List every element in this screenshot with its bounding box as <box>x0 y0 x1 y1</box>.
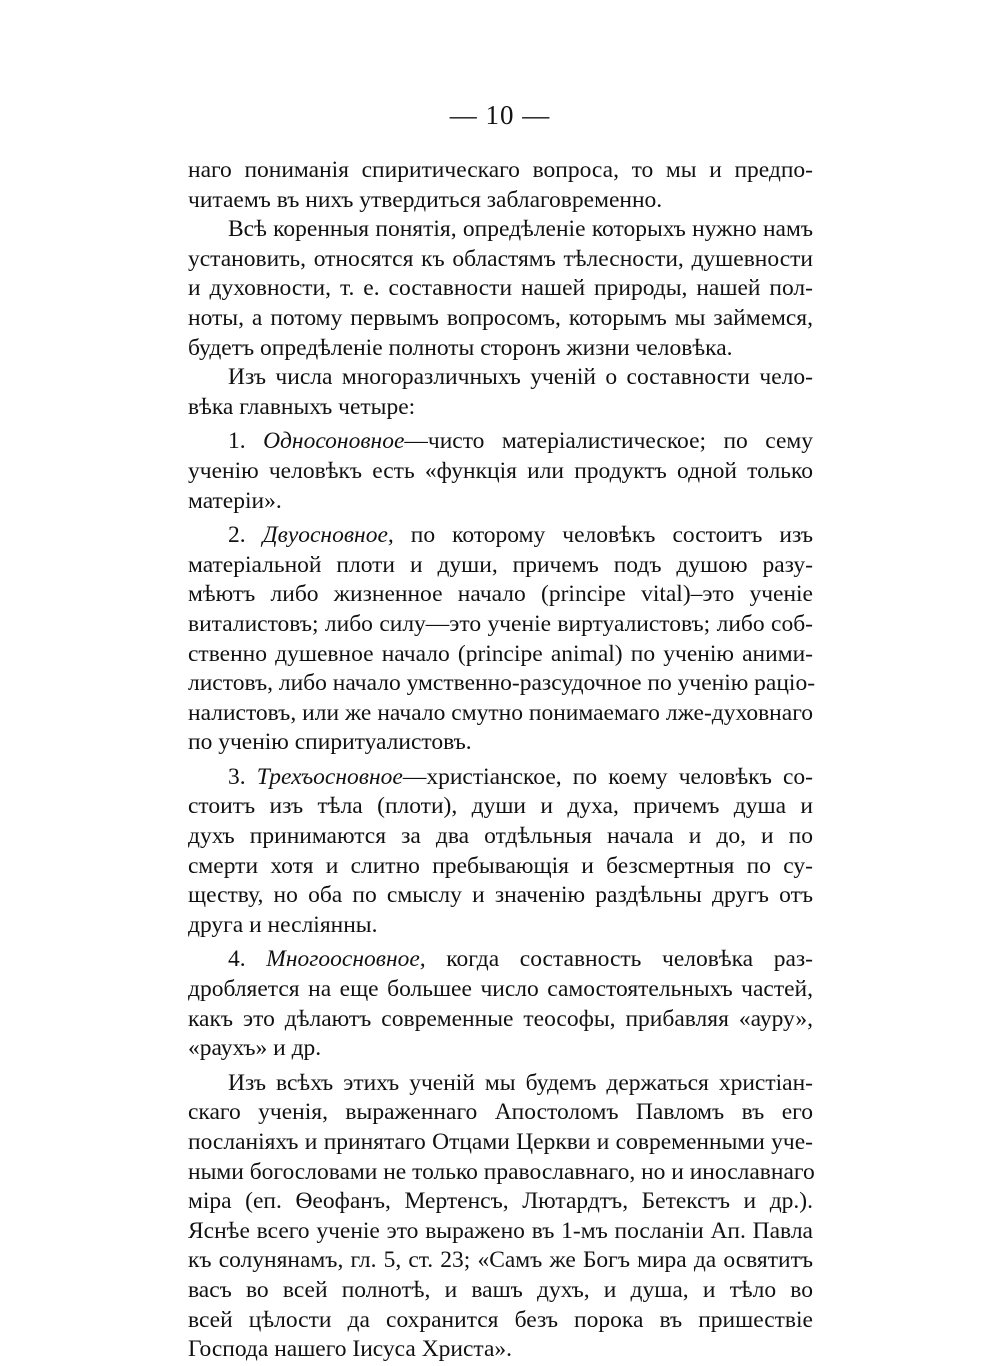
text-line: духъ принимаются за два отдѣльныя начала и до, и по <box>188 823 813 850</box>
item-number: 2. <box>228 522 246 549</box>
text-line: установить, относятся къ областямъ тѣлесности, душевности <box>188 245 813 272</box>
paragraph <box>188 1069 813 1365</box>
item-text: по которому человѣкъ состоитъ изъ <box>393 522 813 549</box>
text-line: ственно душевное начало (principe animal) по ученію аними- <box>188 640 813 667</box>
paragraph <box>188 215 813 363</box>
text-line: посланіяхъ и принятаго Отцами Церкви и современными уче- <box>188 1129 813 1155</box>
list-item <box>188 945 813 1063</box>
item-term: Двуосновное, <box>262 522 394 549</box>
text-line: Господа нашего Іисуса Христа». <box>188 1336 513 1363</box>
text-line: виталистовъ; либо силу—это ученіе виртуалистовъ; либо соб- <box>188 610 813 637</box>
text-line: вѣка главныхъ четыре: <box>188 393 416 420</box>
text-line: міра (еп. Ѳеофанъ, Мертенсъ, Лютардтъ, Бетекстъ и др.). <box>188 1188 813 1215</box>
text-line: Изъ всѣхъ этихъ ученій мы будемъ держаться христіан- <box>228 1069 813 1096</box>
item-term: Многоосновное, <box>266 946 426 973</box>
text-line: друга и несліянны. <box>188 911 378 938</box>
list-item <box>188 763 813 941</box>
text-line <box>188 521 813 551</box>
page-body <box>188 156 816 1365</box>
text-line: ученію человѣкъ есть «функція или продуктъ одной только <box>188 457 813 484</box>
text-line: матеріи». <box>188 487 282 514</box>
item-text: когда составность человѣка раз- <box>425 946 813 973</box>
text-line: къ солунянамъ, гл. 5, ст. 23; «Самъ же Богъ мира да освятитъ <box>188 1247 813 1274</box>
item-term: Односоновное <box>263 428 405 455</box>
text-line: ными богословами не только православнаго, но и инославнаго <box>188 1158 815 1185</box>
item-number: 4. <box>228 946 246 973</box>
paragraph <box>188 363 813 422</box>
text-line: налистовъ, или же начало смутно понимаемаго лже-духовнаго <box>188 699 813 726</box>
text-line <box>188 945 813 975</box>
text-line: Всѣ коренныя понятія, опредѣленіе которыхъ нужно намъ <box>228 216 813 243</box>
text-line: и духовности, т. е. составности нашей природы, нашей пол- <box>188 275 813 302</box>
item-term: Трехъосновное <box>256 763 403 790</box>
text-line: всей цѣлости да сохранится безъ порока въ пришествіе <box>188 1306 813 1333</box>
text-line: мѣютъ либо жизненное начало (principe vital)–это ученіе <box>188 581 813 608</box>
text-line: скаго ученія, выраженнаго Апостоломъ Павломъ въ его <box>188 1099 813 1126</box>
text-line: стоитъ изъ тѣла (плоти), души и духа, причемъ душа и <box>188 793 813 820</box>
text-line: матеріальной плоти и души, причемъ подъ душою разу- <box>188 551 813 578</box>
item-number: 3. <box>228 763 246 790</box>
paragraph <box>188 156 813 215</box>
list-item <box>188 427 813 516</box>
text-line: дробляется на еще большее число самостоятельныхъ частей, <box>188 976 813 1003</box>
text-line: Яснѣе всего ученіе это выражено въ 1-мъ посланіи Ап. Павла <box>188 1217 813 1244</box>
text-line: смерти хотя и слитно пребывающія и безсмертныя по су- <box>188 852 813 879</box>
text-line: какъ это дѣлаютъ современные теософы, прибавляя «ауру», <box>188 1005 813 1032</box>
text-line: «раухъ» и др. <box>188 1035 322 1062</box>
text-line: васъ во всей полнотѣ, и вашъ духъ, и душа, и тѣло во <box>188 1276 813 1303</box>
item-text: —чисто матеріалистическое; по сему <box>404 428 813 455</box>
text-line: читаемъ въ нихъ утвердиться заблаговременно. <box>188 186 663 213</box>
text-line: наго пониманія спиритическаго вопроса, то мы и предпо- <box>188 157 813 183</box>
text-line: будетъ опредѣленіе полноты сторонъ жизни человѣка. <box>188 334 733 361</box>
item-text: —христіанское, по коему человѣкъ со- <box>402 763 814 790</box>
text-line: по ученію спиритуалистовъ. <box>188 729 472 756</box>
text-line <box>188 763 813 793</box>
item-number: 1. <box>228 428 246 455</box>
text-line: листовъ, либо начало умственно-разсудочное по ученію раціо- <box>188 670 816 697</box>
text-line: ществу, но оба по смыслу и значенію раздѣльны другъ отъ <box>188 882 813 909</box>
text-line <box>188 427 813 457</box>
list-item <box>188 521 816 758</box>
page-number: — 10 — <box>449 100 551 130</box>
text-line: ноты, а потому первымъ вопросомъ, которымъ мы займемся, <box>188 304 813 331</box>
text-line: Изъ числа многоразличныхъ ученій о составности чело- <box>228 364 813 391</box>
